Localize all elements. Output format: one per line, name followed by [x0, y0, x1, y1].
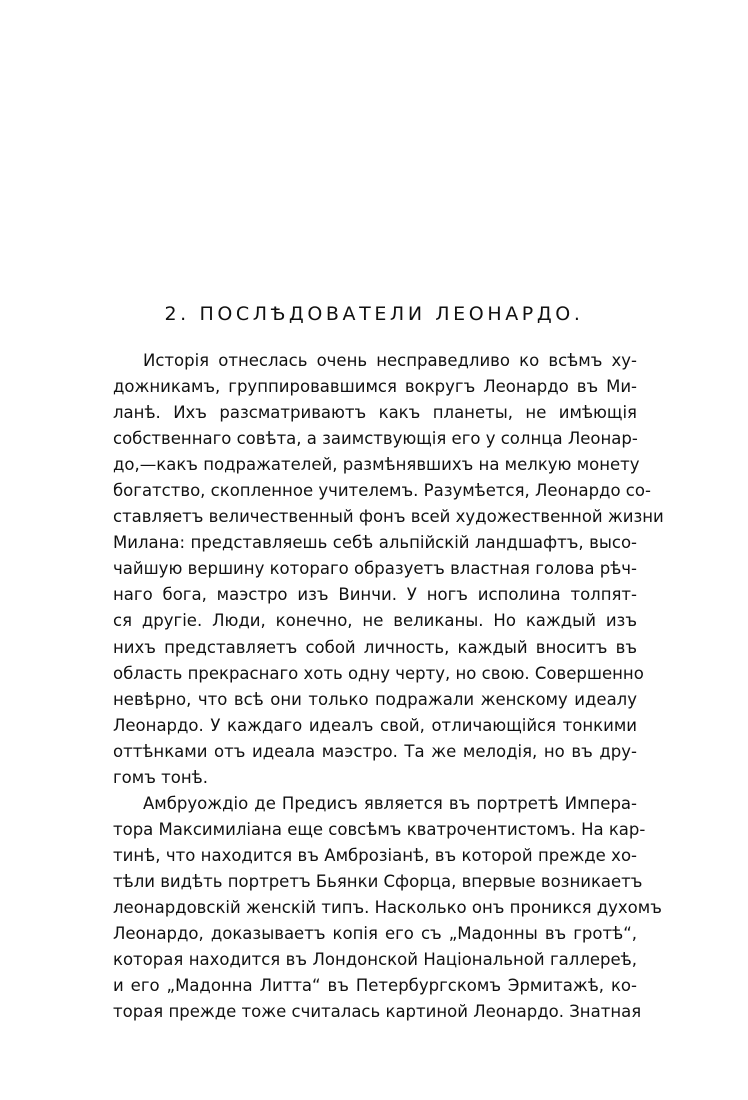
text-line: гомъ тонѣ. — [113, 767, 208, 787]
text-line: дожникамъ, группировавшимся вокругъ Леонардо въ Ми- — [113, 377, 637, 397]
chapter-heading: 2. ПОСЛѢДОВАТЕЛИ ЛЕОНАРДО. — [164, 303, 584, 325]
text-line: чайшую вершину котораго образуетъ властная голова рѣч- — [113, 559, 637, 579]
text-line: тинѣ, что находится въ Амброзіанѣ, въ которой прежде хо- — [113, 845, 637, 865]
text-line: Леонардо. У каждаго идеалъ свой, отличающійся тонкими — [113, 715, 637, 735]
text-line: торая прежде тоже считалась картиной Леонардо. Знатная — [113, 1002, 642, 1022]
text-line: ставляетъ величественный фонъ всей художественной жизни — [113, 507, 664, 527]
text-line: нихъ представляетъ собой личность, каждый вноситъ въ — [113, 637, 637, 657]
body-text — [113, 348, 664, 1025]
text-line: которая находится въ Лондонской Національной галлереѣ, — [113, 950, 637, 970]
text-line: область прекраснаго хоть одну черту, но свою. Совершенно — [113, 663, 644, 683]
text-line: Леонардо, доказываетъ копія его съ „Мадонны въ гротѣ“, — [113, 924, 637, 944]
paragraph-1 — [113, 348, 664, 791]
text-line: и его „Мадонна Литта“ въ Петербургскомъ Эрмитажѣ, ко- — [113, 976, 637, 996]
text-line: Милана: представляешь себѣ альпійскій ландшафтъ, высо- — [113, 533, 637, 553]
text-line: невѣрно, что всѣ они только подражали женскому идеалу — [113, 689, 637, 709]
text-line: Исторія отнеслась очень несправедливо ко всѣмъ ху- — [143, 351, 637, 370]
text-line: до,—какъ подражателей, размѣнявшихъ на мелкую монету — [113, 455, 640, 475]
text-line: тѣли видѣть портретъ Бьянки Сфорца, впервые возникаетъ — [113, 871, 643, 891]
text-line: ся другіе. Люди, конечно, не великаны. Но каждый изъ — [113, 611, 637, 631]
text-line: богатство, скопленное учителемъ. Разумѣется, Леонардо со- — [113, 481, 651, 501]
text-line: Амбруождіо де Предисъ является въ портретѣ Импера- — [143, 793, 637, 813]
text-line: ланѣ. Ихъ разсматриваютъ какъ планеты, не имѣющія — [113, 403, 637, 423]
text-line: наго бога, маэстро изъ Винчи. У ногъ исполина толпят- — [113, 585, 637, 605]
text-line: леонардовскій женскій типъ. Насколько онъ проникся духомъ — [113, 897, 662, 917]
text-line: тора Максимиліана еще совсѣмъ кватрочентистомъ. На кар- — [113, 819, 646, 839]
paragraph-2 — [113, 791, 662, 1025]
text-line: собственнаго совѣта, а заимствующія его у солнца Леонар- — [113, 429, 638, 449]
text-line: оттѣнками отъ идеала маэстро. Та же мелодія, но въ дру- — [113, 741, 637, 761]
